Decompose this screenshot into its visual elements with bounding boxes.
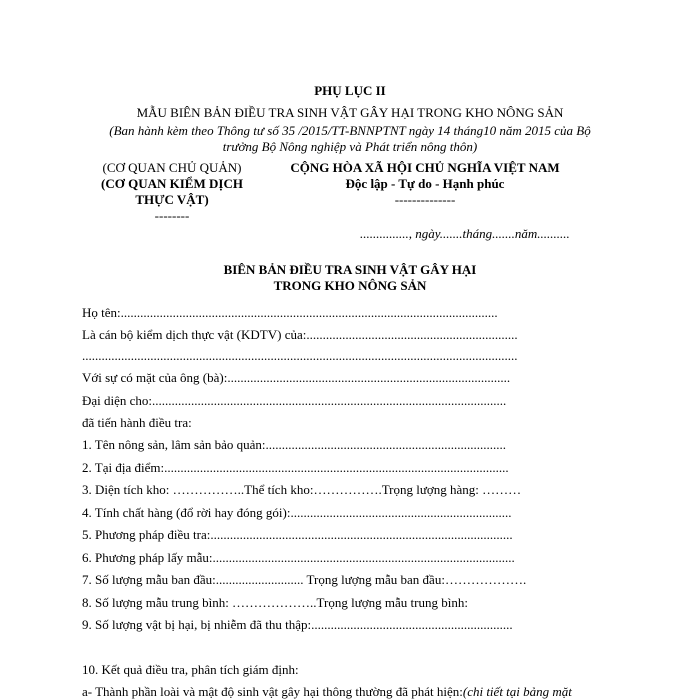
field-inspector-agency-cont: ...................................................................................................................................... (82, 348, 518, 363)
field-9-collected-count: 9. Số lượng vật bị hại, bị nhiễm đã thu thập:.............................................................. (82, 617, 513, 632)
date-line: ..............., ngày.......tháng.......năm.......... (360, 226, 570, 241)
field-8-average-samples: 8. Số lượng mẫu trung bình: ………………..Trọng lượng mẫu trung bình: (82, 595, 468, 610)
nation-name: CỘNG HÒA XÃ HỘI CHỦ NGHĨA VIỆT NAM (290, 160, 560, 175)
field-full-name: Họ tên:.................................................................................................................... (82, 305, 498, 320)
document-title-line-2: TRONG KHO NÔNG SẢN (273, 278, 427, 293)
field-10-results: 10. Kết quả điều tra, phân tích giám định: (82, 662, 299, 677)
field-7-initial-samples: 7. Số lượng mẫu ban đầu:........................... Trọng lượng mẫu ban đầu:………………. (82, 572, 527, 587)
field-6-sampling-method: 6. Phương pháp lấy mẫu:............................................................................................. (82, 550, 515, 565)
field-witness: Với sự có mặt của ông (bà):....................................................................................... (82, 370, 511, 385)
quarantine-agency-line-2: THỰC VẬT) (135, 192, 209, 207)
document-title-line-1: BIÊN BẢN ĐIỀU TRA SINH VẬT GÂY HẠI (223, 262, 477, 277)
field-2-location: 2. Tại địa điểm:.......................................................................................................... (82, 460, 509, 475)
governing-agency: (CƠ QUAN CHỦ QUẢN) (102, 160, 242, 175)
appendix-label: PHỤ LỤC II (314, 83, 386, 98)
agency-separator: -------- (154, 208, 190, 223)
form-title: MẪU BIÊN BẢN ĐIỀU TRA SINH VẬT GÂY HẠI TRONG KHO NÔNG SẢN (136, 105, 564, 120)
field-representative: Đại diện cho:............................................................................................................. (82, 393, 507, 408)
field-5-survey-method: 5. Phương pháp điều tra:............................................................................................. (82, 527, 513, 542)
field-1-product-name: 1. Tên nông sản, lâm sản bảo quản:.......................................................................... (82, 437, 507, 452)
field-10a-text: a- Thành phần loài và mật độ sinh vật gây hại thông thường đã phát hiện: (82, 684, 463, 699)
nation-separator: -------------- (394, 192, 456, 207)
field-4-goods-type: 4. Tính chất hàng (đổ rời hay đóng gói):.................................................................... (82, 505, 512, 520)
field-3-warehouse-size: 3. Diện tích kho: ……………..Thể tích kho:…………….Trọng lượng hàng: ……… (82, 482, 522, 497)
issuance-line-2: trưởng Bộ Nông nghiệp và Phát triển nông thôn) (222, 139, 478, 154)
issuance-line-1: (Ban hành kèm theo Thông tư số 35 /2015/TT-BNNPTNT ngày 14 tháng10 năm 2015 của Bộ (109, 123, 591, 138)
field-10a-species (82, 684, 572, 699)
field-conducted: đã tiến hành điều tra: (82, 415, 192, 430)
field-inspector-agency: Là cán bộ kiểm dịch thực vật (KDTV) của:................................................................. (82, 327, 518, 342)
field-10a-note: (chi tiết tại bảng mặt (462, 684, 572, 699)
nation-motto: Độc lập - Tự do - Hạnh phúc (345, 176, 505, 191)
quarantine-agency-line-1: (CƠ QUAN KIỂM DỊCH (101, 176, 243, 191)
